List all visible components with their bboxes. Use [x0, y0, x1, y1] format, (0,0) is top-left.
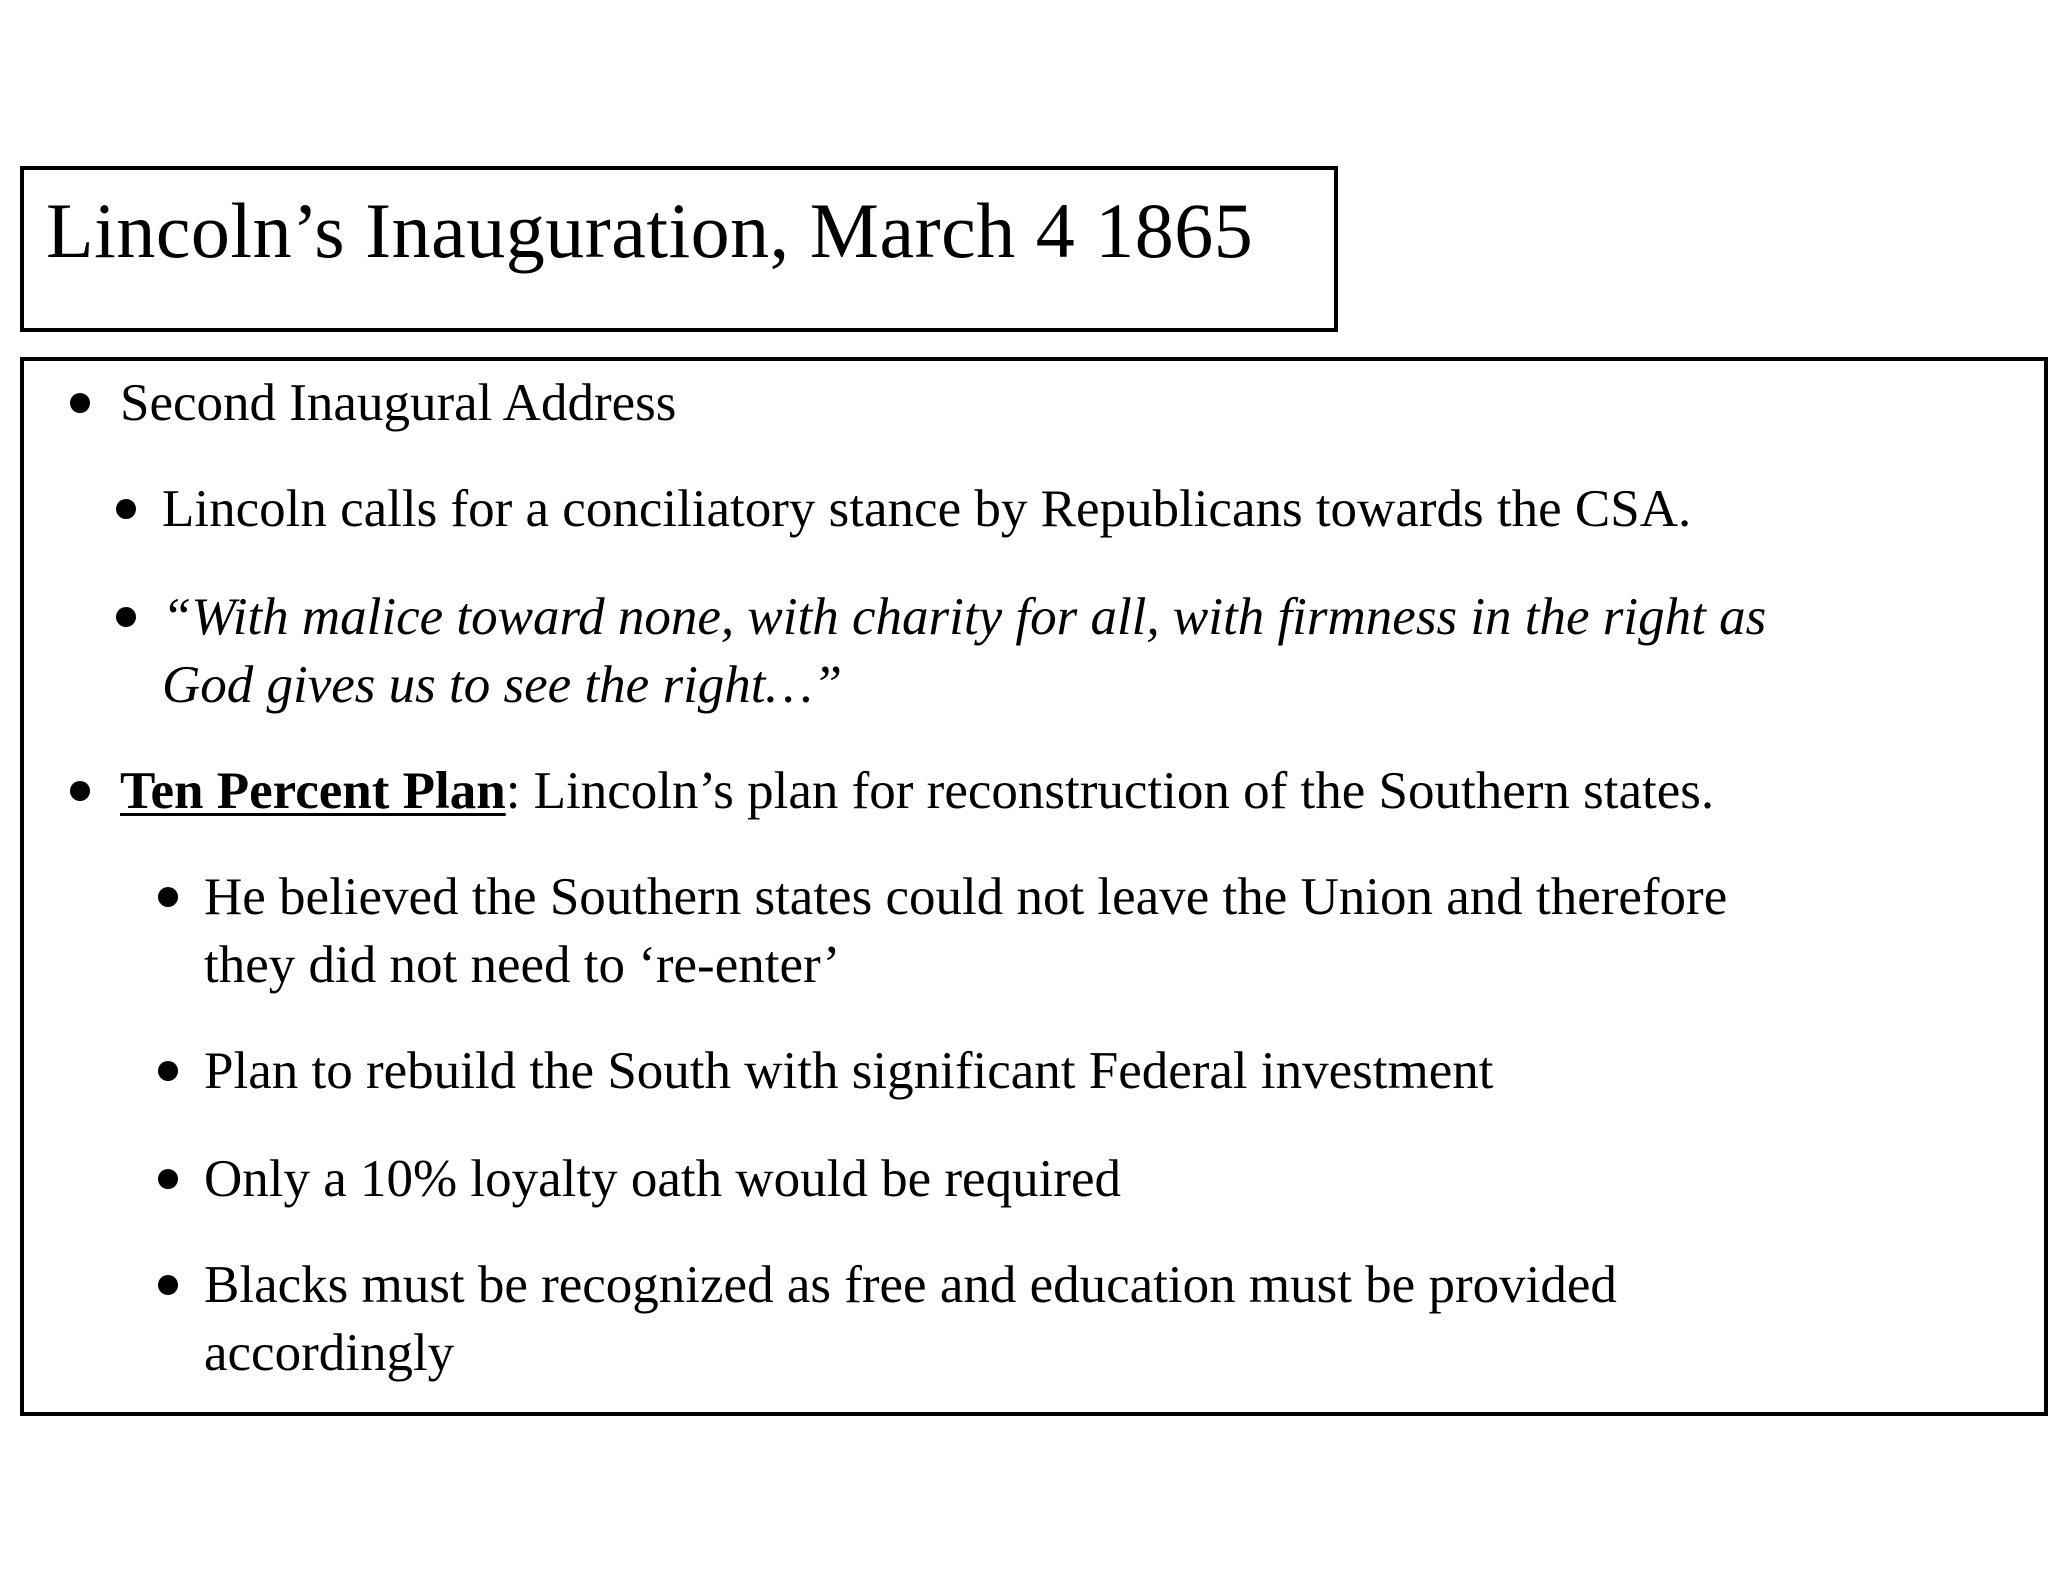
item-line-1: He believed the Southern states could not leave the Union and therefore	[204, 868, 1728, 926]
bullet-item-loyalty-oath	[204, 1145, 1121, 1213]
item-line-2: they did not need to ‘re-enter’	[204, 936, 841, 994]
item-line-2: accordingly	[204, 1324, 455, 1382]
bullet-dot	[70, 393, 90, 413]
term-ten-percent-plan: Ten Percent Plan	[120, 762, 506, 820]
item-line-1: Blacks must be recognized as free and education must be provided	[204, 1256, 1617, 1314]
item-text: Only a 10% loyalty oath would be required	[204, 1150, 1121, 1208]
item-text: Second Inaugural Address	[120, 374, 677, 432]
bullet-item-rebuild-south	[204, 1037, 1493, 1105]
bullet-dot	[116, 607, 136, 627]
bullet-dot	[70, 781, 90, 801]
item-text: Lincoln calls for a conciliatory stance by Republicans towards the CSA.	[162, 480, 1692, 538]
bullet-dot	[158, 1275, 178, 1295]
quote-line-1: “With malice toward none, with charity for all, with firmness in the right as	[162, 588, 1767, 646]
content-box	[20, 357, 2048, 1416]
quote-line-2: God gives us to see the right…”	[162, 656, 843, 714]
title-box	[20, 166, 1338, 332]
item-text: Plan to rebuild the South with significant Federal investment	[204, 1042, 1494, 1100]
bullet-dot	[158, 887, 178, 907]
bullet-dot	[158, 1169, 178, 1189]
bullet-item-quote	[162, 583, 1766, 719]
bullet-item-conciliatory	[162, 475, 1691, 543]
bullet-item-could-not-leave	[204, 863, 1727, 999]
bullet-item-second-inaugural	[120, 369, 676, 437]
bullet-item-recognized-free	[204, 1251, 1617, 1387]
slide-title: Lincoln’s Inauguration, March 4 1865	[46, 187, 1254, 274]
item-text: : Lincoln’s plan for reconstruction of the Southern states.	[505, 762, 1715, 820]
bullet-item-ten-percent-plan	[120, 757, 1714, 825]
bullet-dot	[116, 499, 136, 519]
bullet-dot	[158, 1061, 178, 1081]
